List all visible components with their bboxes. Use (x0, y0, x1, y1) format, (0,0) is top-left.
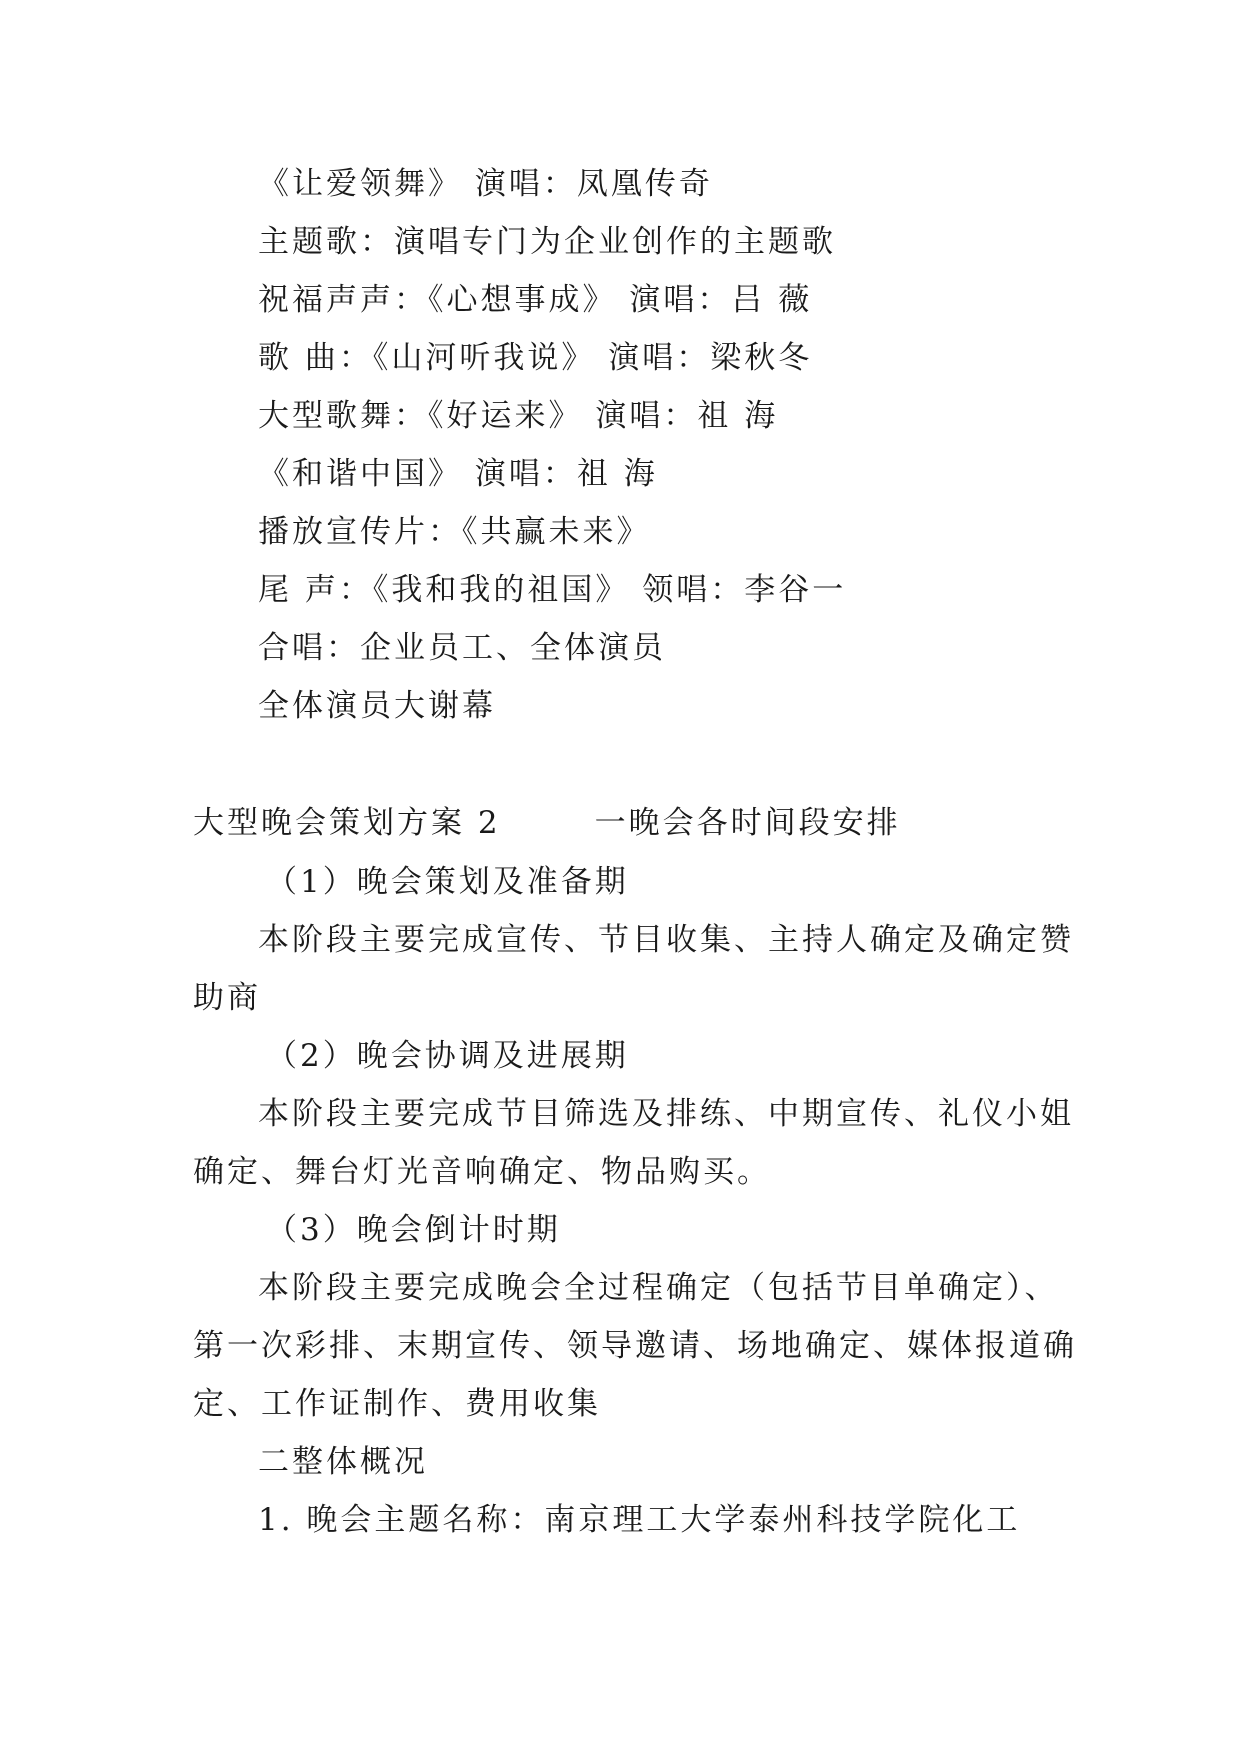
section2-title: 二整体概况 (258, 1444, 428, 1480)
phase3-text-1: 本阶段主要完成晚会全过程确定（包括节目单确定）、 (258, 1270, 1059, 1306)
program-item-8: 尾 声：《我和我的祖国》 领唱：李谷一 (258, 572, 847, 608)
phase1-title: （1）晚会策划及准备期 (266, 864, 629, 900)
phase3-title: （3）晚会倒计时期 (266, 1212, 561, 1248)
plan2-title: 大型晚会策划方案 2 (193, 805, 501, 841)
phase1-text-2: 助商 (193, 980, 261, 1016)
plan2-title-line (193, 803, 901, 843)
program-item-2: 主题歌：演唱专门为企业创作的主题歌 (258, 224, 836, 260)
program-item-3: 祝福声声：《心想事成》 演唱：吕 薇 (258, 282, 813, 318)
phase2-title: （2）晚会协调及进展期 (266, 1038, 629, 1074)
program-item-5: 大型歌舞：《好运来》 演唱：祖 海 (258, 398, 779, 434)
phase3-text-2: 第一次彩排、末期宣传、领导邀请、场地确定、媒体报道确 (193, 1328, 1077, 1364)
program-item-4: 歌 曲：《山河听我说》 演唱：梁秋冬 (258, 340, 813, 376)
phase2-text-2: 确定、舞台灯光音响确定、物品购买。 (193, 1154, 771, 1190)
section2-item-1: 1. 晚会主题名称：南京理工大学泰州科技学院化工 (258, 1502, 1021, 1538)
phase1-text-1: 本阶段主要完成宣传、节目收集、主持人确定及确定赞 (258, 922, 1074, 958)
program-item-10: 全体演员大谢幕 (258, 688, 496, 724)
phase2-text-1: 本阶段主要完成节目筛选及排练、中期宣传、礼仪小姐 (258, 1096, 1074, 1132)
program-item-1: 《让爱领舞》 演唱：凤凰传奇 (258, 166, 713, 202)
program-item-9: 合唱：企业员工、全体演员 (258, 630, 666, 666)
phase3-text-3: 定、工作证制作、费用收集 (193, 1386, 601, 1422)
plan2-heading: 一晚会各时间段安排 (594, 805, 901, 841)
program-item-7: 播放宣传片：《共赢未来》 (258, 514, 651, 550)
program-item-6: 《和谐中国》 演唱：祖 海 (258, 456, 658, 492)
